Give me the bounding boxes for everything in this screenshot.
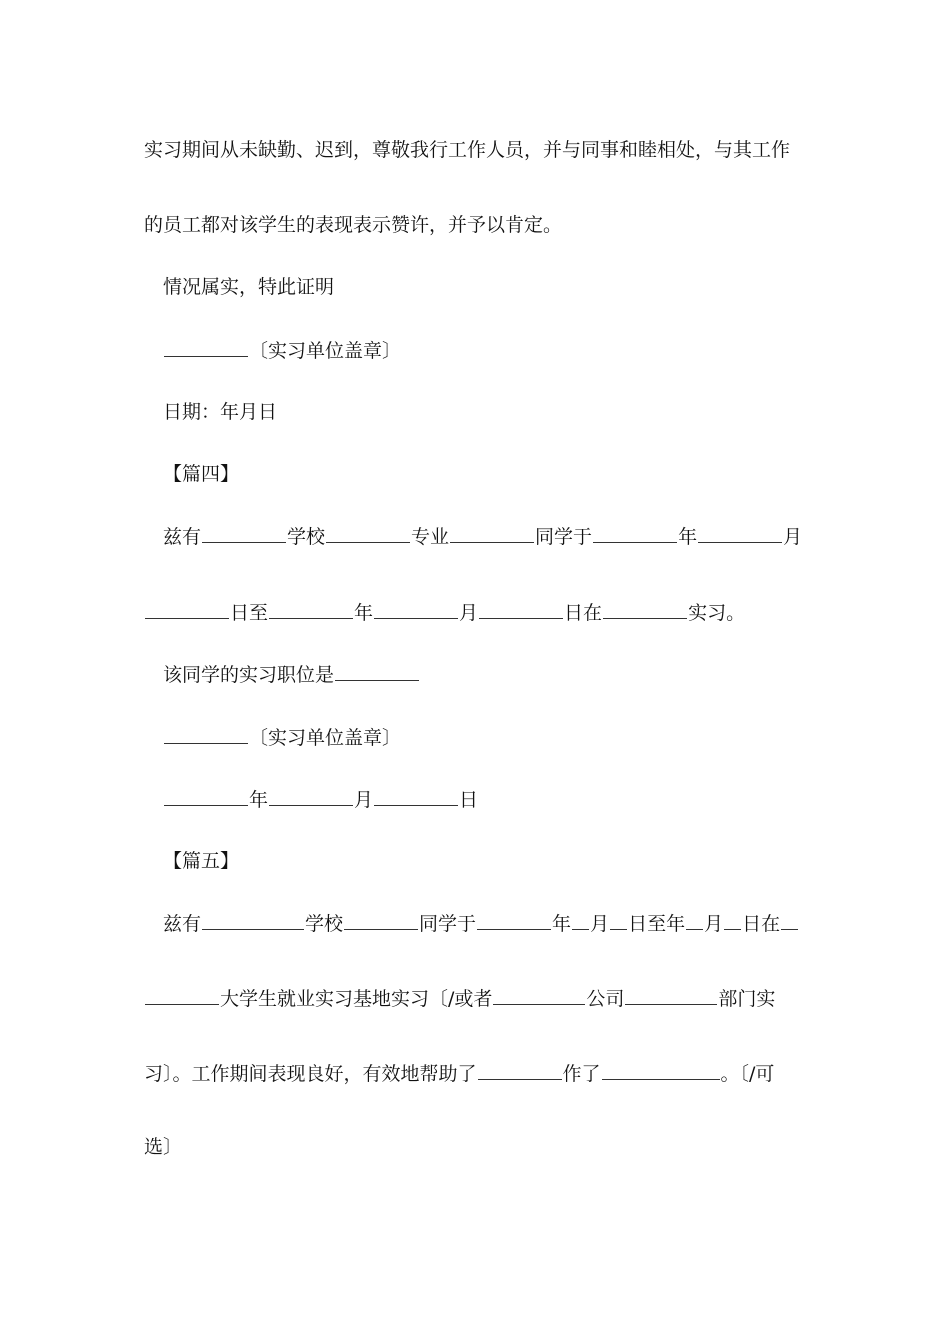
blank-field bbox=[572, 911, 589, 930]
blank-field bbox=[145, 986, 219, 1005]
text-segment: 学校 bbox=[305, 913, 344, 935]
blank-field bbox=[610, 911, 627, 930]
blank-field bbox=[269, 787, 353, 806]
section-heading-5: 【篇五】 bbox=[163, 850, 240, 872]
stamp-line bbox=[163, 338, 843, 362]
text-segment: 月 bbox=[459, 602, 479, 624]
blank-field bbox=[478, 1061, 562, 1080]
text-segment: 日在 bbox=[742, 913, 781, 935]
blank-field bbox=[164, 725, 248, 744]
blank-field bbox=[477, 911, 551, 930]
blank-field bbox=[145, 600, 229, 619]
blank-field bbox=[593, 524, 677, 543]
blank-field bbox=[450, 524, 534, 543]
blank-field bbox=[374, 600, 458, 619]
text-segment: 兹有 bbox=[163, 913, 202, 935]
text-segment: 作了 bbox=[562, 1063, 601, 1085]
template-line bbox=[144, 1061, 824, 1085]
blank-field bbox=[493, 986, 585, 1005]
text-segment: 日至年 bbox=[628, 913, 686, 935]
blank-field bbox=[686, 911, 703, 930]
text-segment: 该同学的实习职位是 bbox=[163, 664, 335, 686]
text-segment: 学校 bbox=[287, 526, 326, 548]
text-segment: 兹有 bbox=[163, 526, 202, 548]
blank-field bbox=[479, 600, 563, 619]
paragraph-line: 的员工都对该学生的表现表示赞许，并予以肯定。 bbox=[144, 214, 563, 236]
date-template-line bbox=[163, 787, 843, 811]
blank-field bbox=[335, 662, 419, 681]
text-segment: 月 bbox=[783, 526, 803, 548]
paragraph-line: 选〕 bbox=[144, 1136, 183, 1158]
stamp-line bbox=[163, 725, 843, 749]
text-segment: 月 bbox=[354, 789, 374, 811]
template-line bbox=[163, 911, 843, 935]
template-line bbox=[144, 600, 824, 624]
stamp-label: 〔实习单位盖章〕 bbox=[249, 727, 402, 749]
blank-field bbox=[625, 986, 717, 1005]
paragraph-line: 实习期间从未缺勤、迟到，尊敬我行工作人员，并与同事和睦相处，与其工作 bbox=[144, 139, 791, 161]
blank-field bbox=[344, 911, 418, 930]
text-segment: 专业 bbox=[411, 526, 450, 548]
text-segment: 年 bbox=[552, 913, 572, 935]
blank-field bbox=[202, 911, 304, 930]
blank-field bbox=[698, 524, 782, 543]
blank-field bbox=[603, 600, 687, 619]
text-segment: 部门实 bbox=[718, 988, 776, 1010]
section-heading-4: 【篇四】 bbox=[163, 463, 240, 485]
template-line bbox=[163, 662, 843, 686]
text-segment: 日 bbox=[459, 789, 479, 811]
text-segment: 年 bbox=[354, 602, 374, 624]
blank-field bbox=[781, 911, 798, 930]
text-segment: 月 bbox=[704, 913, 724, 935]
text-segment: 。〔/可 bbox=[720, 1063, 775, 1085]
text-segment: 同学于 bbox=[419, 913, 477, 935]
text-segment: 实习。 bbox=[688, 602, 746, 624]
text-segment: 公司 bbox=[586, 988, 625, 1010]
template-line bbox=[163, 524, 843, 548]
text-segment: 年 bbox=[249, 789, 269, 811]
stamp-label: 〔实习单位盖章〕 bbox=[249, 340, 402, 362]
certification-statement: 情况属实，特此证明 bbox=[163, 276, 335, 298]
blank-field bbox=[724, 911, 741, 930]
text-segment: 同学于 bbox=[535, 526, 593, 548]
blank-field bbox=[269, 600, 353, 619]
text-segment: 大学生就业实习基地实习〔/或者 bbox=[220, 988, 493, 1010]
text-segment: 日至 bbox=[230, 602, 269, 624]
blank-field bbox=[202, 524, 286, 543]
text-segment: 习〕。工作期间表现良好，有效地帮助了 bbox=[144, 1063, 477, 1085]
blank-field bbox=[164, 787, 248, 806]
date-line: 日期：年月日 bbox=[163, 401, 278, 423]
template-line bbox=[144, 986, 824, 1010]
blank-field bbox=[602, 1061, 720, 1080]
blank-field bbox=[374, 787, 458, 806]
text-segment: 年 bbox=[678, 526, 698, 548]
blank-field bbox=[326, 524, 410, 543]
text-segment: 月 bbox=[590, 913, 610, 935]
blank-field bbox=[164, 338, 248, 357]
text-segment: 日在 bbox=[564, 602, 603, 624]
